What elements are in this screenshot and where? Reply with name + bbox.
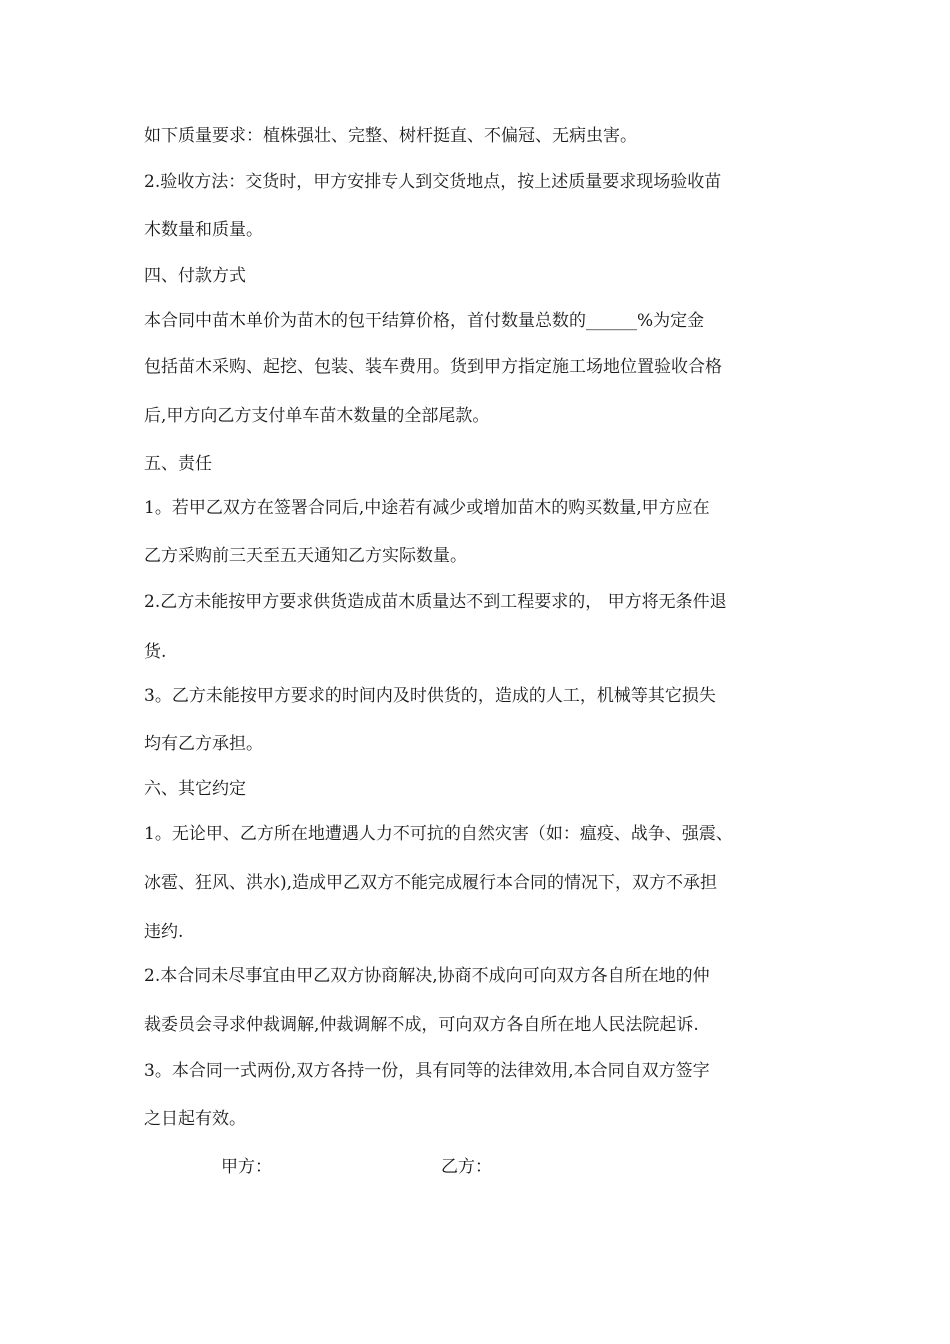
section-heading: 六、其它约定 [144,779,246,799]
text-line: 之日起有效。 [144,1109,246,1129]
text-line: 木数量和质量。 [144,220,263,240]
text-line: 1。若甲乙双方在签署合同后,中途若有减少或增加苗木的购买数量,甲方应在 [144,498,710,518]
signature-party-b: 乙方： [441,1157,492,1177]
text-line: 均有乙方承担。 [144,734,263,754]
signature-party-a: 甲方： [221,1157,272,1177]
section-heading: 五、责任 [144,454,212,474]
text-line: 2.乙方未能按甲方要求供货造成苗木质量达不到工程要求的， 甲方将无条件退 [144,592,727,612]
text-line: 如下质量要求：植株强壮、完整、树杆挺直、不偏冠、无病虫害。 [144,126,637,146]
text-line: 冰雹、狂风、洪水),造成甲乙双方不能完成履行本合同的情况下，双方不承担 [144,873,718,893]
text-line: 后,甲方向乙方支付单车苗木数量的全部尾款。 [144,406,490,426]
text-line: 乙方采购前三天至五天通知乙方实际数量。 [144,546,467,566]
text-line: 1。无论甲、乙方所在地遭遇人力不可抗的自然灾害（如：瘟疫、战争、强震、 [144,824,733,844]
text-line: 裁委员会寻求仲裁调解,仲裁调解不成，可向双方各自所在地人民法院起诉. [144,1015,699,1035]
text-line: 2.验收方法：交货时，甲方安排专人到交货地点，按上述质量要求现场验收苗 [144,172,722,192]
text-line: 违约. [144,922,184,942]
text-line: 3。本合同一式两份,双方各持一份，具有同等的法律效用,本合同自双方签字 [144,1061,710,1081]
section-heading: 四、付款方式 [144,266,246,286]
text-line: 包括苗木采购、起挖、包装、装车费用。货到甲方指定施工场地位置验收合格 [144,357,722,377]
text-line: 货. [144,642,167,662]
text-line: 本合同中苗木单价为苗木的包干结算价格，首付数量总数的______%为定金 [144,311,705,331]
text-line: 2.本合同未尽事宜由甲乙双方协商解决,协商不成向可向双方各自所在地的仲 [144,966,710,986]
text-line: 3。乙方未能按甲方要求的时间内及时供货的，造成的人工，机械等其它损失 [144,686,716,706]
